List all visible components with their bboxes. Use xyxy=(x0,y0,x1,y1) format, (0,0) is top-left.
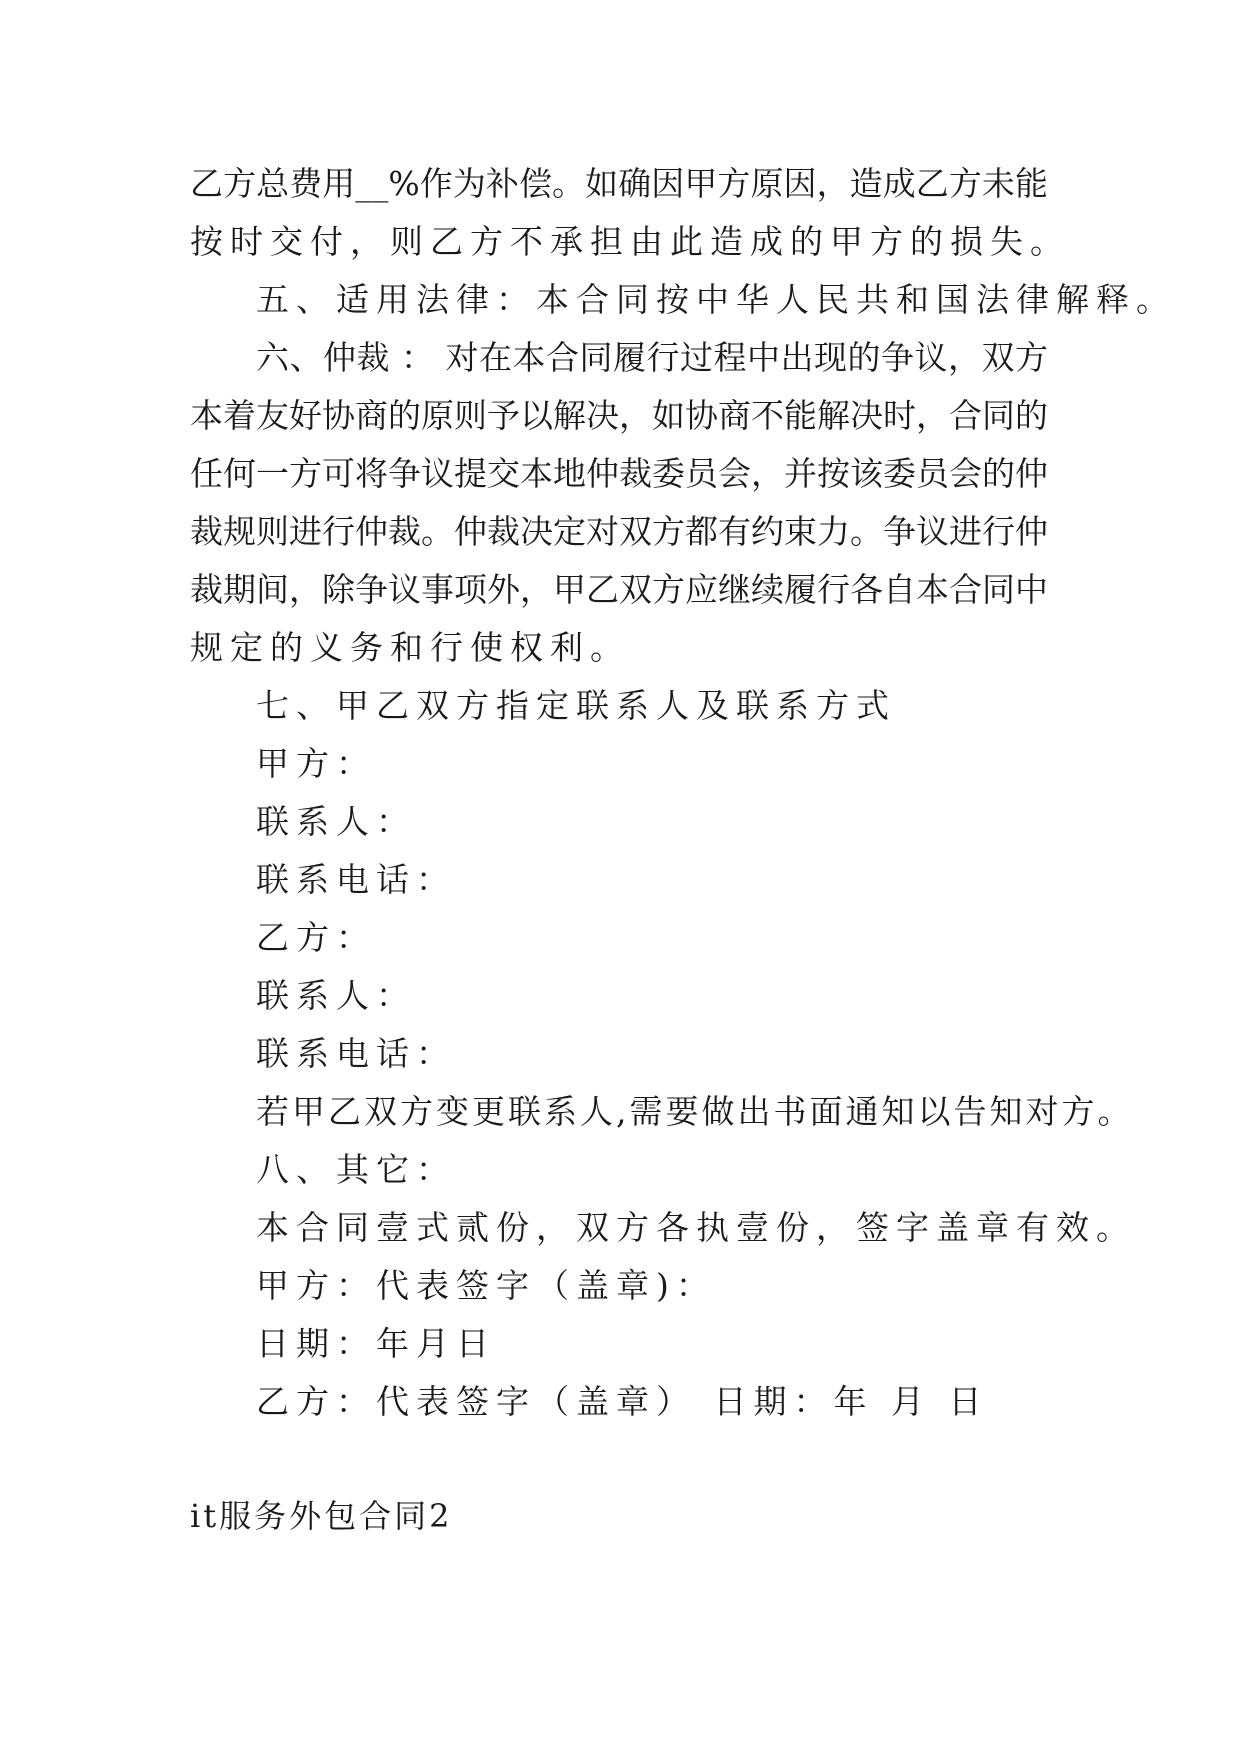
party-a-contact: 联系人： xyxy=(256,802,416,841)
paragraph-line: 裁期间，除争议事项外，甲乙双方应继续履行各自本合同中 xyxy=(190,570,1048,609)
party-a-phone: 联系电话： xyxy=(256,860,456,899)
copies-statement: 本合同壹式贰份，双方各执壹份，签字盖章有效。 xyxy=(256,1208,1136,1247)
clause-other: 八、其它： xyxy=(256,1150,456,1189)
clause-applicable-law: 五、适用法律：本合同按中华人民共和国法律解释。 xyxy=(256,280,1176,319)
clause-arbitration: 六、仲裁 ： 对在本合同履行过程中出现的争议，双方 xyxy=(256,338,1048,377)
next-contract-title: it服务外包合同2 xyxy=(190,1497,453,1535)
contact-change-notice: 若甲乙双方变更联系人,需要做出书面通知以告知对方。 xyxy=(256,1092,1134,1131)
paragraph-line: 规定的义务和行使权利。 xyxy=(190,628,630,667)
paragraph-line: 乙方总费用__%作为补偿。如确因甲方原因，造成乙方未能 xyxy=(190,164,1048,203)
paragraph-line: 按时交付，则乙方不承担由此造成的甲方的损失。 xyxy=(190,222,1070,261)
party-b-phone: 联系电话： xyxy=(256,1034,456,1073)
party-a-label: 甲方： xyxy=(256,744,376,783)
party-a-date: 日期：年月日 xyxy=(256,1324,496,1363)
party-b-contact: 联系人： xyxy=(256,976,416,1015)
paragraph-line: 任何一方可将争议提交本地仲裁委员会，并按该委员会的仲 xyxy=(190,454,1048,493)
party-b-label: 乙方： xyxy=(256,918,376,957)
party-b-signature-date: 乙方：代表签字（盖章） 日期：年 月 日 xyxy=(256,1382,989,1421)
paragraph-line: 裁规则进行仲裁。仲裁决定对双方都有约束力。争议进行仲 xyxy=(190,512,1048,551)
paragraph-line: 本着友好协商的原则予以解决，如协商不能解决时，合同的 xyxy=(190,396,1048,435)
party-a-signature: 甲方：代表签字（盖章)： xyxy=(256,1266,716,1305)
clause-contacts: 七、甲乙双方指定联系人及联系方式 xyxy=(256,686,896,725)
